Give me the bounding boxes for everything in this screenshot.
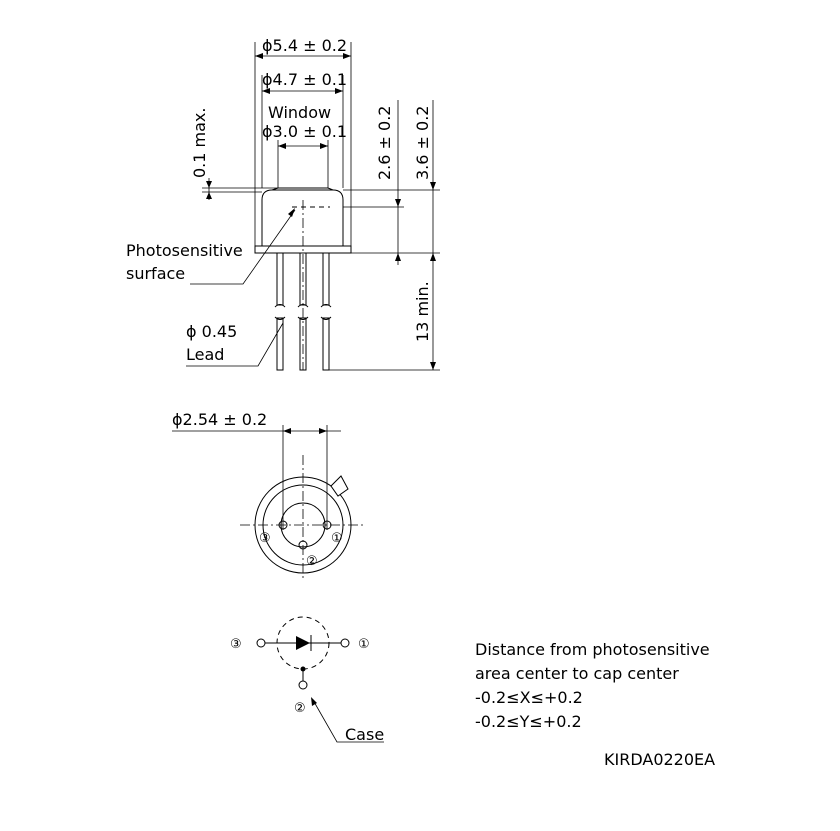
note-line-1: Distance from photosensitive bbox=[475, 640, 710, 659]
bottom-view bbox=[172, 410, 366, 580]
dim-cap-outer: ϕ5.4 ± 0.2 bbox=[262, 36, 348, 55]
pin-label-3: ③ bbox=[259, 531, 271, 546]
schem-pin-1 bbox=[341, 639, 349, 647]
diode-symbol bbox=[296, 636, 310, 650]
note bbox=[475, 640, 710, 731]
schem-pin-2 bbox=[299, 681, 307, 689]
photosensitive-label-2: surface bbox=[126, 264, 186, 283]
drawing-code: KIRDA0220EA bbox=[604, 750, 716, 769]
lead-3-lower bbox=[277, 318, 283, 370]
lead-dia: ϕ 0.45 bbox=[186, 322, 238, 341]
orientation-tab bbox=[331, 476, 348, 496]
schem-pin-label-2: ② bbox=[294, 701, 306, 716]
dim-top-max: 0.1 max. bbox=[190, 107, 209, 178]
dim-height-surface: 2.6 ± 0.2 bbox=[375, 105, 394, 180]
case-node bbox=[301, 667, 306, 672]
dim-height-total: 3.6 ± 0.2 bbox=[413, 105, 432, 180]
side-view bbox=[126, 36, 440, 370]
dim-pin-circle: ϕ2.54 ± 0.2 bbox=[172, 410, 268, 429]
case-label: Case bbox=[345, 725, 385, 744]
cap-body bbox=[262, 190, 343, 246]
note-line-3: -0.2≤X≤+0.2 bbox=[475, 688, 583, 707]
lead-1-upper bbox=[323, 253, 329, 305]
photosensitive-label-1: Photosensitive bbox=[126, 241, 243, 260]
schem-pin-label-3: ③ bbox=[230, 637, 242, 652]
note-line-4: -0.2≤Y≤+0.2 bbox=[475, 712, 582, 731]
dim-lead-length: 13 min. bbox=[413, 281, 432, 342]
schem-pin-3 bbox=[257, 639, 265, 647]
note-line-2: area center to cap center bbox=[475, 664, 679, 683]
dim-window: ϕ3.0 ± 0.1 bbox=[262, 122, 348, 141]
lead-label: Lead bbox=[186, 345, 225, 364]
window-label: Window bbox=[268, 103, 332, 122]
pin-label-1: ① bbox=[331, 531, 343, 546]
pin-label-2: ② bbox=[306, 554, 318, 569]
schematic bbox=[230, 617, 384, 744]
lead-1-lower bbox=[323, 318, 329, 370]
dim-cap-inner: ϕ4.7 ± 0.1 bbox=[262, 70, 348, 89]
schem-pin-label-1: ① bbox=[358, 637, 370, 652]
lead-3-upper bbox=[277, 253, 283, 305]
